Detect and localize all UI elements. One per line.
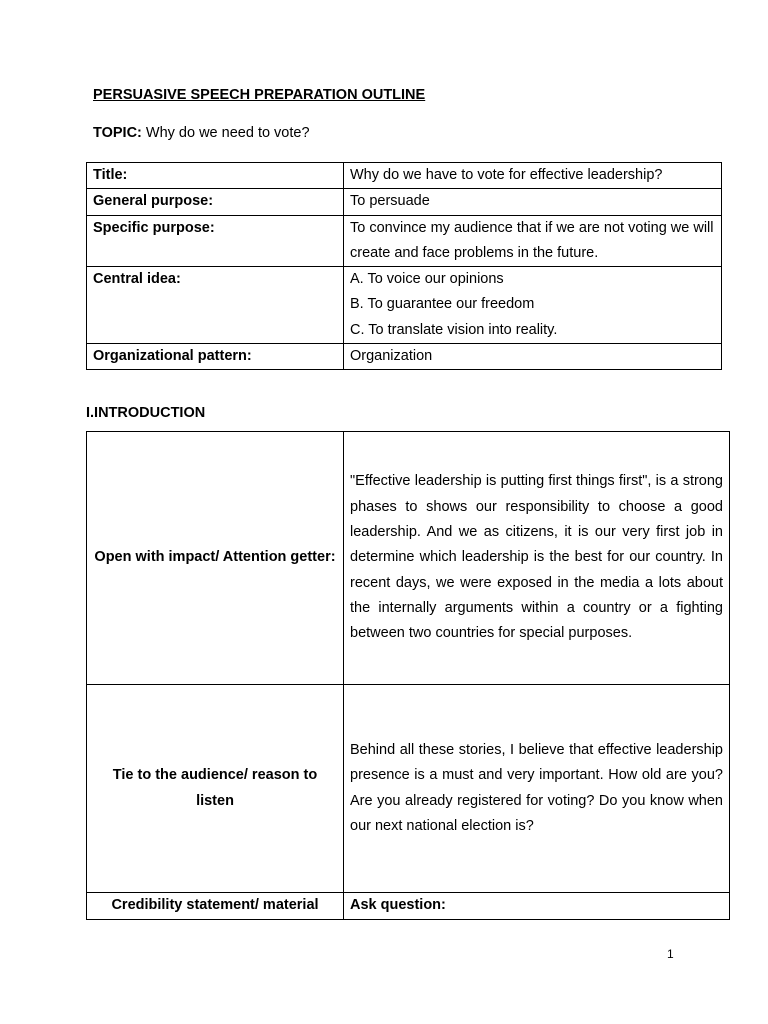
introduction-heading: I.INTRODUCTION [86,405,206,421]
topic-label: TOPIC: [93,125,142,141]
title-value: Why do we have to vote for effective leadership? [344,163,722,189]
general-purpose-label: General purpose: [87,189,344,215]
page-number: 1 [667,947,674,961]
table-row [87,163,722,189]
table-row [87,215,722,267]
document-title: PERSUASIVE SPEECH PREPARATION OUTLINE [93,87,426,103]
specific-purpose-label: Specific purpose: [87,215,344,267]
topic-value: Why do we need to vote? [141,125,310,141]
table-row [87,267,722,344]
central-idea-item: A. To voice our opinions [350,271,504,288]
pattern-label: Organizational pattern: [87,344,344,370]
central-idea-value [344,267,722,344]
central-idea-label: Central idea: [87,267,344,344]
introduction-table [86,431,730,920]
table-row [87,189,722,215]
general-purpose-value: To persuade [344,189,722,215]
tie-to-audience-label: Tie to the audience/ reason to listen [87,685,344,893]
credibility-label: Credibility statement/ material [87,893,344,920]
central-idea-item: B. To guarantee our freedom [350,296,535,313]
attention-getter-content: "Effective leadership is putting first things first", is a strong phases to shows our responsibility to choose a good leadership. And we as citizens, it is our very first job in determine which leadership is the best for our country. In recent days, we were exposed in the media a lots about the internally arguments within a country or a fighting between two countries for special purposes. [344,432,730,685]
table-row [87,344,722,370]
table-row [87,893,730,920]
table-row [87,432,730,685]
attention-getter-label: Open with impact/ Attention getter: [87,432,344,685]
topic-line [93,125,310,141]
central-idea-item: C. To translate vision into reality. [350,321,558,338]
credibility-content: Ask question: [344,893,730,920]
specific-purpose-value: To convince my audience that if we are not voting we will create and face problems in the future. [344,215,722,267]
title-label: Title: [87,163,344,189]
table-row [87,685,730,893]
pattern-value: Organization [344,344,722,370]
outline-info-table [86,162,722,370]
tie-to-audience-content: Behind all these stories, I believe that effective leadership presence is a must and very important. How old are you? Are you already registered for voting? Do you know when our next national election is? [344,685,730,893]
